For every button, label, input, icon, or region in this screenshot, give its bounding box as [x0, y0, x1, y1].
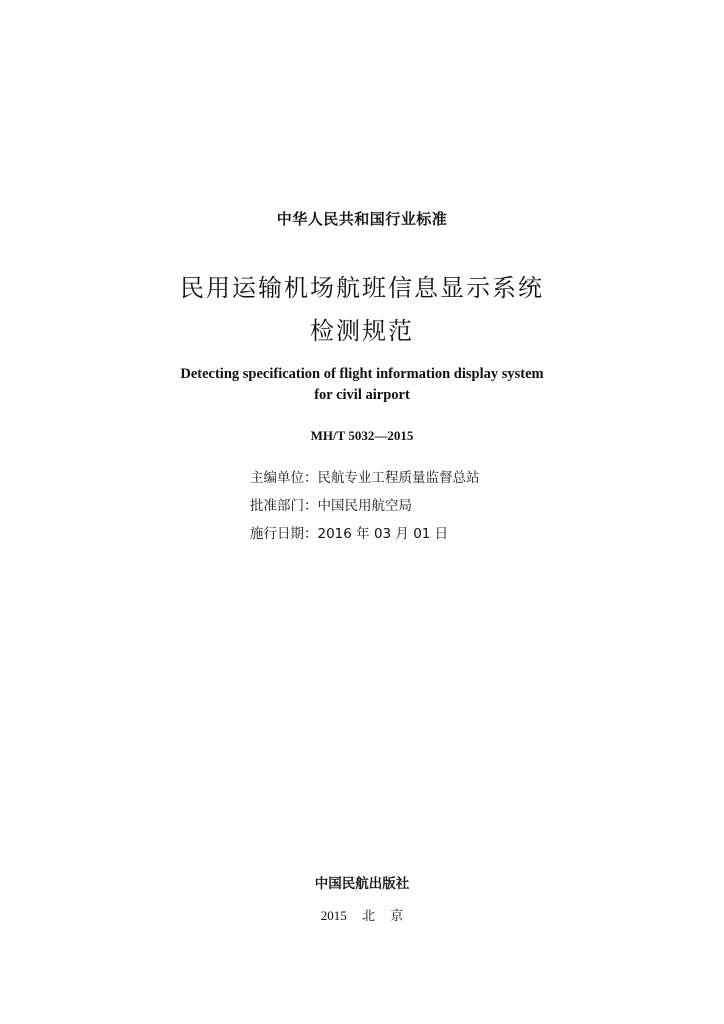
english-title-line-2: for civil airport	[314, 387, 410, 403]
approver-label: 批准部门：	[250, 498, 318, 514]
chinese-title-line-2: 检测规范	[310, 317, 414, 345]
effective-date-label: 施行日期：	[250, 526, 318, 542]
approver-value: 中国民用航空局	[317, 498, 412, 514]
standard-category: 中华人民共和国行业标准	[276, 210, 448, 228]
publisher: 中国民航出版社	[314, 876, 410, 892]
publication-year-place: 2015 北 京	[320, 908, 404, 923]
editor-unit-value: 民航专业工程质量监督总站	[317, 470, 480, 486]
editor-unit-row	[250, 466, 650, 486]
editor-unit-label: 主编单位：	[250, 470, 318, 486]
effective-date-row	[250, 522, 650, 542]
english-title-line-1: Detecting specification of flight information display system	[180, 366, 544, 382]
effective-date-value: 2016 年 03 月 01 日	[317, 526, 449, 542]
approver-row	[250, 494, 650, 514]
standard-number: MH/T 5032—2015	[310, 428, 414, 443]
chinese-title-line-1: 民用运输机场航班信息显示系统	[180, 274, 544, 302]
